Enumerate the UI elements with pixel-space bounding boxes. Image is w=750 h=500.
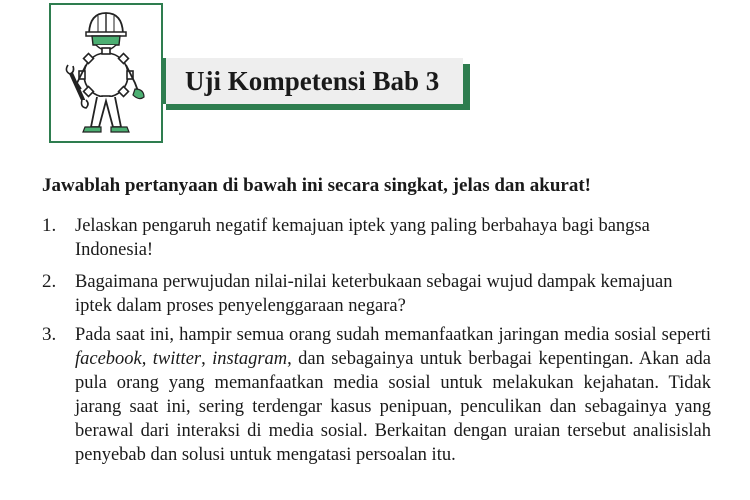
separator: , xyxy=(201,349,213,369)
media-name-instagram: instagram xyxy=(212,349,288,369)
separator: , xyxy=(141,349,153,369)
media-name-twitter: twitter xyxy=(152,349,202,369)
instruction-text: Jawablah pertanyaan di bawah ini secara singkat, jelas dan akurat! xyxy=(42,175,591,196)
question-text: Bagaimana perwujudan nilai-nilai keterbukaan sebagai wujud dampak kemajuan iptek dalam proses penyelenggaraan negara? xyxy=(75,272,673,316)
question-number: 3. xyxy=(42,324,57,345)
question-text xyxy=(75,323,711,467)
question-text-start: Pada saat ini, hampir semua orang sudah memanfaatkan jaringan media sosial seperti xyxy=(75,325,711,345)
media-name-facebook: facebook xyxy=(75,349,142,369)
question-text-end: , dan sebagainya untuk berbagai kepentingan. Akan ada pula orang yang memanfaatkan media sosial untuk melakukan kejahatan. Tidak jarang saat ini, sering terdengar kasus penipuan, penculikan dan sebagainya yang berawal dari interaksi di media sosial. Berkaitan dengan uraian tersebut analisislah penyebab dan solusi untuk mengatasi persoalan itu. xyxy=(75,349,711,465)
title-shadow-bottom xyxy=(166,104,470,110)
chapter-emblem xyxy=(49,3,163,143)
worker-with-wrench-icon xyxy=(51,5,161,141)
question-text: Jelaskan pengaruh negatif kemajuan iptek yang paling berbahaya bagi bangsa Indonesia! xyxy=(75,216,650,260)
chapter-title: Uji Kompetensi Bab 3 xyxy=(185,66,440,96)
question-number: 1. xyxy=(42,215,57,236)
question-number: 2. xyxy=(42,271,57,292)
